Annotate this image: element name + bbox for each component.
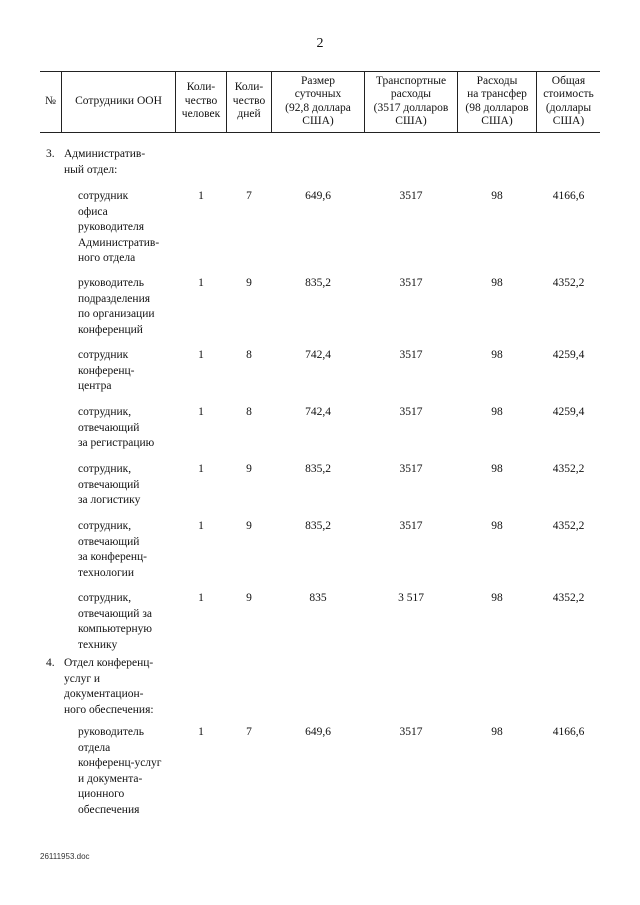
per-diem-cell: 649,6 <box>305 190 331 202</box>
transfer-cell: 98 <box>491 406 503 418</box>
per-diem-cell: 742,4 <box>305 406 331 418</box>
days-cell: 8 <box>246 349 252 361</box>
per-diem-cell: 835 <box>309 592 327 604</box>
people-cell: 1 <box>198 520 204 532</box>
per-diem-cell: 835,2 <box>305 520 331 532</box>
days-cell: 9 <box>246 520 252 532</box>
total-cell: 4259,4 <box>552 406 585 418</box>
total-cell: 4352,2 <box>552 520 585 532</box>
transport-cell: 3517 <box>399 726 423 738</box>
staff-cell: руководитель отдела конференц-услуг и документа- ционного обеспечения <box>78 726 162 816</box>
staff-cell: сотрудник, отвечающий за конференц- технологии <box>78 520 147 579</box>
days-cell: 9 <box>246 592 252 604</box>
footer-filename: 26111953.doc <box>40 852 90 861</box>
per-diem-cell: 835,2 <box>305 463 331 475</box>
transfer-cell: 98 <box>491 520 503 532</box>
per-diem-cell: 649,6 <box>305 726 331 738</box>
per-diem-cell: 742,4 <box>305 349 331 361</box>
people-cell: 1 <box>198 592 204 604</box>
header-transfer: Расходы на трансфер (98 долларов США) <box>465 74 529 127</box>
transfer-cell: 98 <box>491 277 503 289</box>
transfer-cell: 98 <box>491 592 503 604</box>
transfer-cell: 98 <box>491 726 503 738</box>
header-staff: Сотрудники ООН <box>75 94 162 107</box>
people-cell: 1 <box>198 349 204 361</box>
staff-cell: сотрудник конференц- центра <box>78 349 135 392</box>
total-cell: 4352,2 <box>552 277 585 289</box>
transfer-cell: 98 <box>491 190 503 202</box>
header-people: Коли- чество человек <box>181 81 221 121</box>
people-cell: 1 <box>198 277 204 289</box>
section-number: 3. <box>46 148 55 160</box>
days-cell: 8 <box>246 406 252 418</box>
transport-cell: 3517 <box>399 277 423 289</box>
table-header-bottom-border <box>40 132 600 133</box>
total-cell: 4259,4 <box>552 349 585 361</box>
page-number: 2 <box>316 36 324 51</box>
section-number: 4. <box>46 657 55 669</box>
staff-cell: сотрудник, отвечающий за компьютерную технику <box>78 592 153 651</box>
staff-cell: сотрудник офиса руководителя Административ- ного отдела <box>78 190 160 264</box>
header-days: Коли- чество дней <box>232 81 266 121</box>
section-title: Административ- ный отдел: <box>64 148 146 176</box>
transport-cell: 3517 <box>399 463 423 475</box>
header-number: № <box>45 94 56 107</box>
transport-cell: 3 517 <box>398 592 424 604</box>
transfer-cell: 98 <box>491 349 503 361</box>
people-cell: 1 <box>198 463 204 475</box>
staff-cell: руководитель подразделения по организации конференций <box>78 277 155 336</box>
days-cell: 7 <box>246 190 252 202</box>
total-cell: 4352,2 <box>552 592 585 604</box>
total-cell: 4166,6 <box>552 190 585 202</box>
header-transport: Транспортные расходы (3517 долларов США) <box>373 74 449 127</box>
days-cell: 7 <box>246 726 252 738</box>
section-title: Отдел конференц- услуг и документацион- ного обеспечения: <box>64 657 154 716</box>
transport-cell: 3517 <box>399 190 423 202</box>
header-per-diem: Размер суточных (92,8 доллара США) <box>285 74 351 127</box>
transport-cell: 3517 <box>399 520 423 532</box>
staff-cell: сотрудник, отвечающий за регистрацию <box>78 406 155 449</box>
staff-cell: сотрудник, отвечающий за логистику <box>78 463 141 506</box>
per-diem-cell: 835,2 <box>305 277 331 289</box>
people-cell: 1 <box>198 406 204 418</box>
total-cell: 4352,2 <box>552 463 585 475</box>
transport-cell: 3517 <box>399 349 423 361</box>
days-cell: 9 <box>246 463 252 475</box>
transfer-cell: 98 <box>491 463 503 475</box>
header-total: Общая стоимость (доллары США) <box>543 74 594 127</box>
total-cell: 4166,6 <box>552 726 585 738</box>
days-cell: 9 <box>246 277 252 289</box>
people-cell: 1 <box>198 726 204 738</box>
transport-cell: 3517 <box>399 406 423 418</box>
people-cell: 1 <box>198 190 204 202</box>
